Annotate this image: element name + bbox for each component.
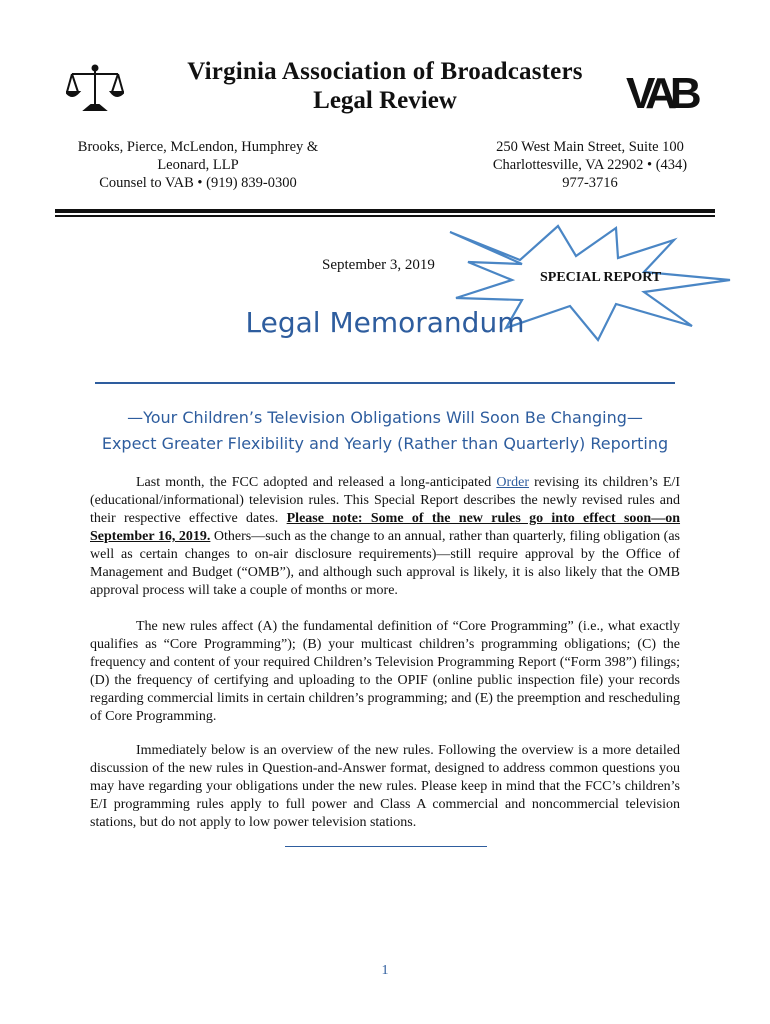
header-divider-thick [55, 209, 715, 213]
address-block [480, 138, 700, 192]
counsel-line-2: Leonard, LLP [157, 157, 239, 173]
memo-title: Legal Memorandum [245, 306, 525, 339]
vab-logo [626, 68, 702, 112]
address-line-2: Charlottesville, VA 22902 • (434) [492, 157, 688, 173]
address-line-1: 250 West Main Street, Suite 100 [496, 139, 684, 155]
memo-date: September 3, 2019 [322, 257, 435, 273]
address-line-3: 977-3716 [562, 175, 618, 191]
subtitle-line-1: —Your Children’s Television Obligations Will Soon Be Changing— [127, 408, 643, 427]
publication-title: Legal Review [313, 87, 457, 114]
org-title: Virginia Association of Broadcasters [187, 58, 583, 85]
section-end-rule [285, 846, 487, 847]
paragraph-1-body: revising its children’s E/I (educational/informational) television rules. This Special Report describes the newly revised rules and their respective effective dates. [90, 475, 680, 526]
paragraph-1-intro: Last month, the FCC adopted and released a long-anticipated [136, 475, 497, 490]
paragraph-3 [90, 742, 680, 832]
subtitle-line-2: Expect Greater Flexibility and Yearly (Rather than Quarterly) Reporting [101, 434, 669, 453]
paragraph-1-rest: Others—such as the change to an annual, rather than quarterly, filing obligation (as well as certain changes to on-air disclosure requirements)—still require approval by the Office of Management and Budget (“OMB”), and although such approval is likely, it is also likely that the OMB approval process will take a couple of months or more. [90, 529, 680, 598]
paragraph-2 [90, 618, 680, 726]
counsel-line-3: Counsel to VAB • (919) 839-0300 [99, 175, 297, 191]
paragraph-3-text: Immediately below is an overview of the new rules. Following the overview is a more detailed discussion of the new rules in Question-and-Answer format, designed to address common questions you may have regarding your obligations under the new rules. Please keep in mind that the FCC’s children’s E/I programming rules apply to full power and Class A commercial and noncommercial television stations, but do not apply to low power television stations. [90, 743, 680, 830]
special-report-badge: SPECIAL REPORT [540, 270, 662, 285]
page-number: 1 [381, 963, 389, 978]
header-divider-thin [55, 215, 715, 217]
memo-title-rule [95, 382, 675, 384]
order-link[interactable]: Order [496, 475, 529, 490]
paragraph-2-text: The new rules affect (A) the fundamental definition of “Core Programming” (i.e., what exactly qualifies as “Core Programming”); (B) your multicast children’s programming obligations; (C) the frequency and content of your required Children’s Television Programming Report (“Form 398”) filings; (D) the frequency of certifying and uploading to the OPIF (online public inspection file) your records regarding commercial limits in certain children’s programming; and (E) the preemption and rescheduling of Core Programming. [90, 619, 680, 724]
counsel-block [62, 138, 334, 192]
counsel-line-1: Brooks, Pierce, McLendon, Humphrey & [77, 139, 319, 155]
paragraph-1-emphasis: Please note: Some of the new rules go into effect soon—on September 16, 2019. [90, 511, 681, 544]
paragraph-1 [90, 474, 680, 600]
vab-logo-text: VAB [626, 69, 695, 112]
